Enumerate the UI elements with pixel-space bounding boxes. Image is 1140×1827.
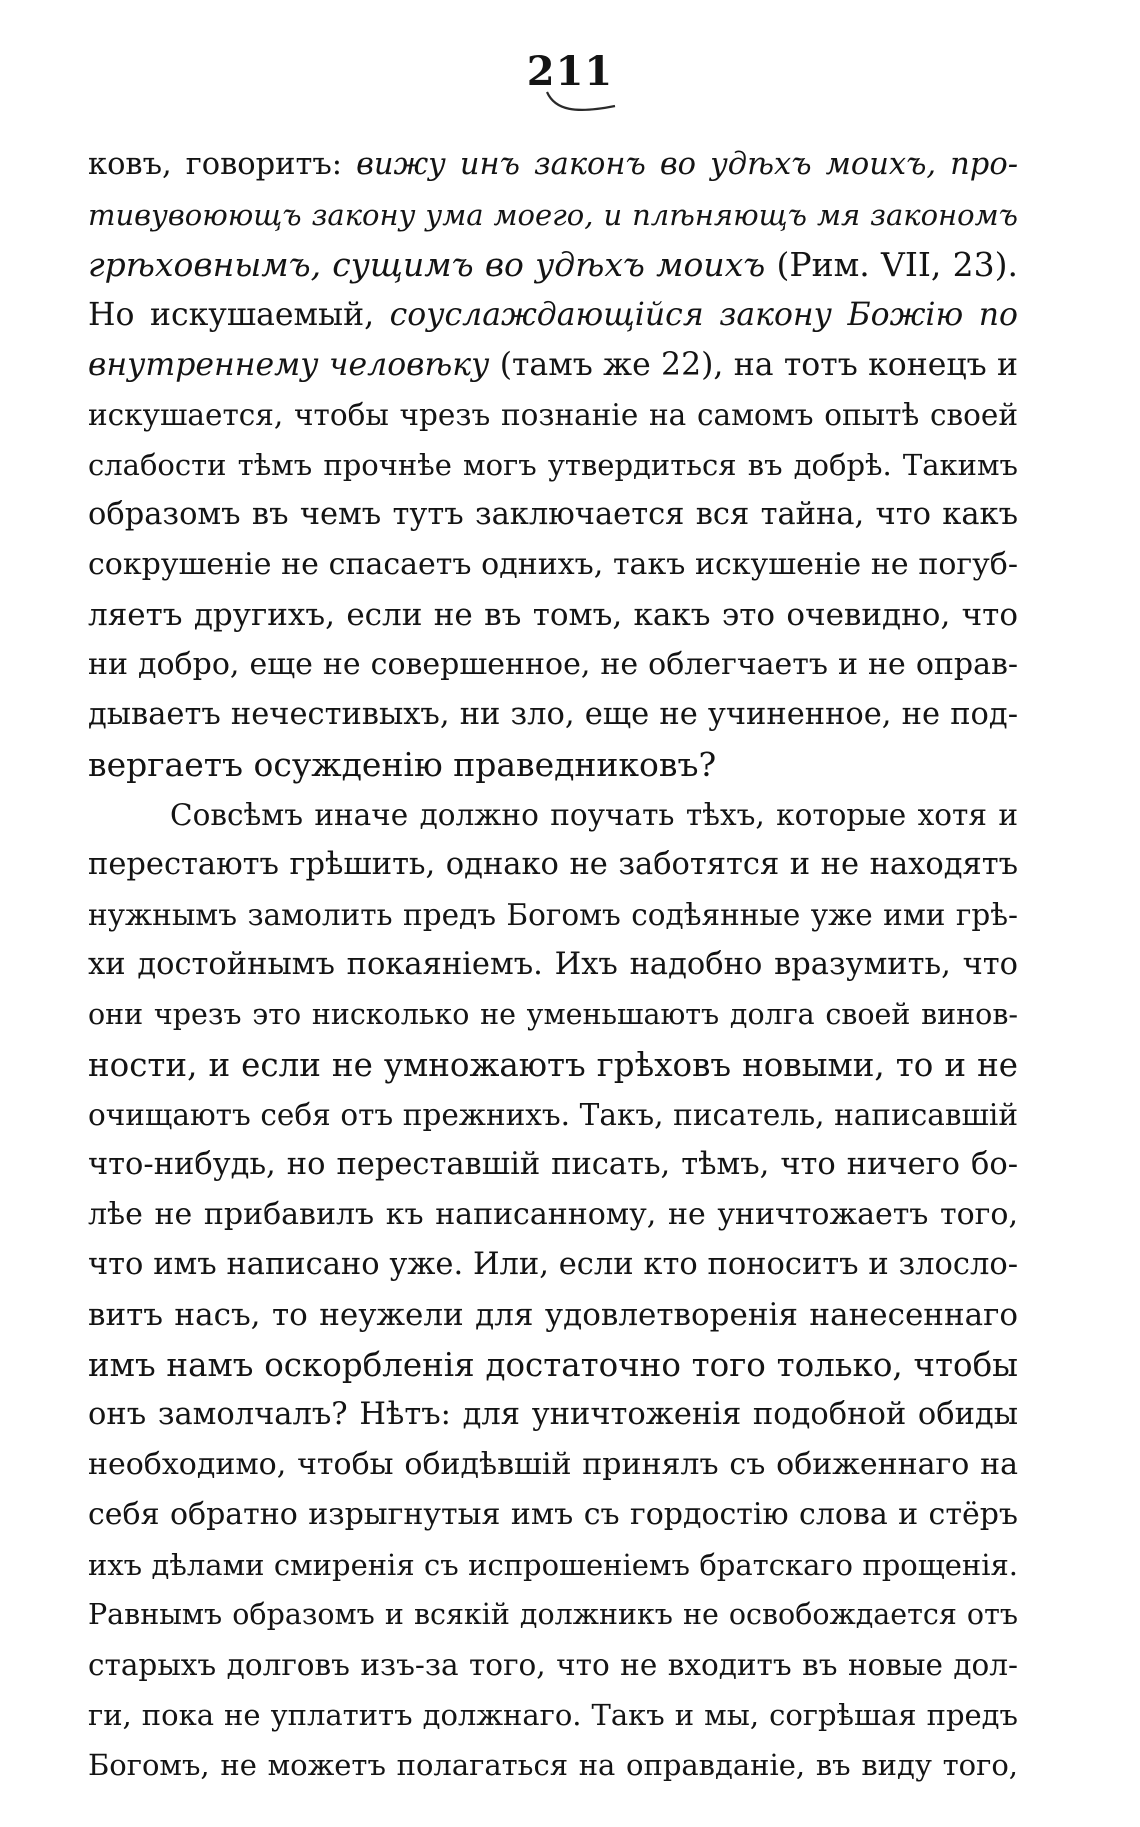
text-segment: нужнымъ замолить предъ Богомъ содѣянные уже ими грѣ-: [88, 898, 1018, 932]
text-line: [88, 440, 1018, 490]
italic-quote-segment: соуслаждающійся закону Божію по: [389, 297, 1018, 333]
text-line: [88, 1340, 1018, 1390]
text-line: [88, 1040, 1018, 1090]
text-line: [88, 1240, 1018, 1290]
text-line: [88, 840, 1018, 890]
text-segment: ляетъ другихъ, если не въ томъ, какъ это очевидно, что: [88, 597, 1018, 633]
text-line: [88, 1740, 1018, 1790]
text-segment: себя обратно изрыгнутыя имъ съ гордостію слова и стёръ: [88, 1497, 1018, 1532]
italic-quote-segment: грѣховнымъ, сущимъ во удѣхъ моихъ: [88, 245, 766, 284]
text-segment: вергаетъ осужденію праведниковъ?: [88, 745, 717, 784]
text-line: [88, 1540, 1018, 1590]
text-segment: имъ намъ оскорбленія достаточно того только, чтобы: [88, 1346, 1018, 1384]
text-line: [88, 1090, 1018, 1140]
text-segment: дываетъ нечестивыхъ, ни зло, еще не учиненное, не под-: [88, 697, 1018, 732]
text-line: [88, 1590, 1018, 1640]
text-line: [88, 240, 1018, 290]
text-segment: Совсѣмъ иначе должно поучать тѣхъ, которые хотя и: [170, 798, 1018, 832]
text-segment: Равнымъ образомъ и всякій должникъ не освобождается отъ: [88, 1598, 1018, 1631]
text-line: [88, 490, 1018, 540]
text-line: [88, 990, 1018, 1040]
text-segment: лѣе не прибавилъ къ написанному, не уничтожаетъ того,: [88, 1197, 1018, 1232]
text-line: [88, 790, 1018, 840]
page-number: 211: [526, 48, 614, 95]
text-line: [88, 1440, 1018, 1490]
italic-quote-segment: внутреннему человѣку: [88, 347, 490, 383]
text-segment: ности, и если не умножаютъ грѣховъ новыми, то и не: [88, 1046, 1018, 1084]
italic-quote-segment: вижу инъ законъ во удѣхъ моихъ, про-: [356, 147, 1018, 182]
text-line: [88, 390, 1018, 440]
text-line: [88, 1190, 1018, 1240]
text-line: [88, 1140, 1018, 1190]
text-segment: что-нибудь, но переставшій писать, тѣмъ, что ничего бо-: [88, 1147, 1018, 1182]
text-line: [88, 890, 1018, 940]
text-line: [88, 290, 1018, 340]
text-segment: онъ замолчалъ? Нѣтъ: для уничтоженія подобной обиды: [88, 1397, 1018, 1432]
text-segment: искушается, чтобы чрезъ познаніе на самомъ опытѣ своей: [88, 398, 1018, 432]
text-segment: хи достойнымъ покаяніемъ. Ихъ надобно вразумить, что: [88, 947, 1018, 982]
text-segment: старыхъ долговъ изъ-за того, что не входитъ въ новые дол-: [88, 1648, 1018, 1682]
text-line: [88, 1290, 1018, 1340]
text-line: [88, 1640, 1018, 1690]
text-line: [88, 540, 1018, 590]
text-line: [88, 940, 1018, 990]
text-segment: слабости тѣмъ прочнѣе могъ утвердиться въ добрѣ. Такимъ: [88, 448, 1018, 482]
text-segment: Но искушаемый,: [88, 297, 390, 333]
text-line: [88, 1690, 1018, 1740]
text-line: [88, 190, 1018, 240]
text-segment: ихъ дѣлами смиренія съ испрошеніемъ братскаго прощенія.: [88, 1548, 1018, 1582]
text-line: [88, 590, 1018, 640]
text-line: [88, 690, 1018, 740]
text-segment: перестаютъ грѣшить, однако не заботятся и не находятъ: [88, 847, 1018, 882]
text-segment: что имъ написано уже. Или, если кто поноситъ и злосло-: [88, 1247, 1018, 1282]
text-segment: образомъ въ чемъ тутъ заключается вся тайна, что какъ: [88, 497, 1018, 532]
text-segment: сокрушеніе не спасаетъ однихъ, такъ искушеніе не погуб-: [88, 547, 1018, 582]
text-segment: (тамъ же 22), на тотъ конецъ и: [489, 347, 1018, 383]
text-segment: очищаютъ себя отъ прежнихъ. Такъ, писатель, написавшій: [88, 1098, 1018, 1132]
text-line: [88, 1490, 1018, 1540]
text-segment: ковъ, говоритъ:: [88, 147, 357, 182]
text-segment: необходимо, чтобы обидѣвшій принялъ съ обиженнаго на: [88, 1447, 1018, 1482]
text-line: [88, 740, 1018, 790]
text-line: [88, 340, 1018, 390]
text-segment: ни добро, еще не совершенное, не облегчаетъ и не оправ-: [88, 647, 1018, 682]
text-line: [88, 140, 1018, 190]
text-line: [88, 640, 1018, 690]
page-number-flourish: [545, 88, 625, 118]
text-line: [88, 1390, 1018, 1440]
text-segment: ги, пока не уплатитъ должнаго. Такъ и мы, согрѣшая предъ: [88, 1698, 1018, 1732]
text-segment: Богомъ, не можетъ полагаться на оправданіе, въ виду того,: [88, 1748, 1018, 1782]
text-segment: витъ насъ, то неужели для удовлетворенія нанесеннаго: [88, 1297, 1018, 1333]
body-text: [88, 140, 1018, 1790]
text-segment: (Рим. VII, 23).: [765, 245, 1018, 284]
text-segment: они чрезъ это нисколько не уменьшаютъ долга своей винов-: [88, 998, 1018, 1031]
italic-quote-segment: тивувоюющъ закону ума моего, и плѣняющъ мя закономъ: [88, 198, 1018, 232]
